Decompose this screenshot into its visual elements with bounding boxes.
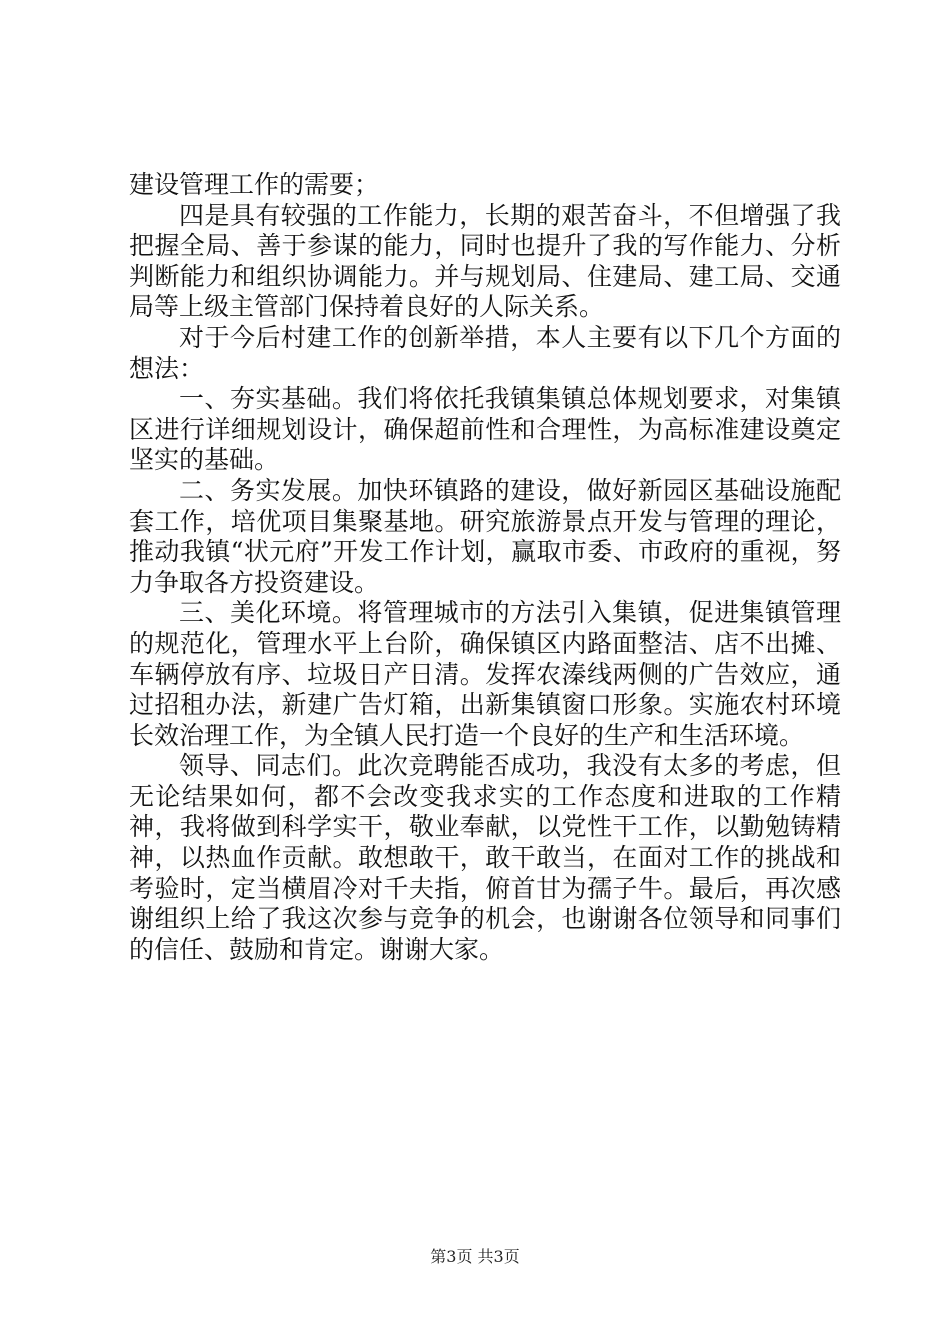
paragraph-6: 三、美化环境。将管理城市的方法引入集镇，促进集镇管理的规范化，管理水平上台阶，确保镇区内路面整洁、店不出摊、车辆停放有序、垃圾日产日清。发挥农溱线两侧的广告效应，通过招租办法，新建广告灯箱，出新集镇窗口形象。实施农村环境长效治理工作，为全镇人民打造一个良好的生产和生活环境。 — [129, 598, 841, 750]
document-body — [129, 170, 841, 965]
paragraph-1: 建设管理工作的需要； — [129, 170, 380, 199]
paragraph-3: 对于今后村建工作的创新举措，本人主要有以下几个方面的想法： — [129, 322, 841, 383]
paragraph-5: 二、务实发展。加快环镇路的建设，做好新园区基础设施配套工作，培优项目集聚基地。研究旅游景点开发与管理的理论，推动我镇“状元府”开发工作计划，赢取市委、市政府的重视，努力争取各方投资建设。 — [129, 475, 841, 597]
paragraph-7: 领导、同志们。此次竞聘能否成功，我没有太多的考虑，但无论结果如何，都不会改变我求实的工作态度和进取的工作精神，我将做到科学实干，敬业奉献，以党性干工作，以勤勉铸精神，以热血作贡献。敢想敢干，敢干敢当，在面对工作的挑战和考验时，定当横眉冷对千夫指，俯首甘为孺子牛。最后，再次感谢组织上给了我这次参与竞争的机会，也谢谢各位领导和同事们的信任、鼓励和肯定。谢谢大家。 — [129, 751, 841, 964]
page-footer — [0, 1244, 950, 1267]
page-number: 第3页 共3页 — [430, 1247, 520, 1266]
paragraph-4: 一、夯实基础。我们将依托我镇集镇总体规划要求，对集镇区进行详细规划设计，确保超前性和合理性，为高标准建设奠定坚实的基础。 — [129, 384, 841, 475]
paragraph-2: 四是具有较强的工作能力，长期的艰苦奋斗，不但增强了我把握全局、善于参谋的能力，同时也提升了我的写作能力、分析判断能力和组织协调能力。并与规划局、住建局、建工局、交通局等上级主管部门保持着良好的人际关系。 — [129, 200, 841, 322]
